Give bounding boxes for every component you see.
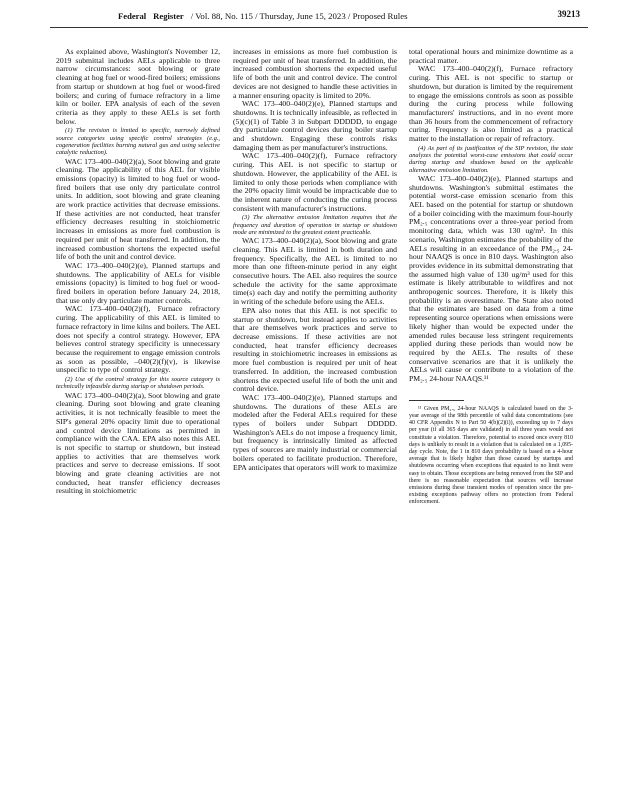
criterion-note: (4) As part of its justification of the SIP revision, the state analyzes the potential worst-case emissions that could occur during startup and shutdown based on the applicable alternative emission limitation. bbox=[409, 144, 573, 174]
issue-info: / Vol. 88, No. 115 / Thursday, June 15, 2023 / Proposed Rules bbox=[190, 11, 408, 21]
criterion-note: (2) Use of the control strategy for this source category is technically infeasible during startup or shutdown periods. bbox=[56, 376, 220, 391]
paragraph: WAC 173–400–040(2)(e), Planned startups and shutdowns. Washington's submittal estimates the potential worst-case emission scenario from this AEL based on the potential for startup or shutdown of a boiler coinciding with the maximum four-hourly PM₂.₅ concentrations over a three-year period from monitoring data, which was 130 ug/m³. In this scenario, Washington estimates the probability of the AELs resulting in an exceedance of the PM₂.₅ 24-hour NAAQS is once in 810 days. Washington also provides evidence in its submittal demonstrating that the assumed high value of 130 ug/m³ used for this estimate is likely attributable to wildfires and not anthropogenic sources. Therefore, it is likely this probability is an overestimate. The State also noted that the estimates are based on data from a time representing source operations when emissions were likely higher than would be expected under the amended rules because less stringent requirements applied during these periods than would now be required by the AELs. The results of these conservative scenarios are that it is unlikely the AELs will cause or contribute to a violation of the PM₂.₅ 24-hour NAAQS.¹¹ bbox=[409, 173, 573, 384]
journal-name: Federal bbox=[118, 11, 147, 21]
paragraph: total operational hours and minimize downtime as a practical matter. bbox=[409, 47, 573, 65]
column-1 bbox=[56, 48, 220, 496]
paragraph: WAC 173–400–040(2)(f), Furnace refractory curing. The applicability of this AEL is limited to furnace refractory in lime kilns and boilers. The AEL does not specify a control strategy. However, EPA believes control strategy specificity is unnecessary because the requirement to engage emission controls as soon as possible, –040(2)(f)(v), is likewise unspecific to type of control strategy. bbox=[56, 304, 220, 375]
criterion-note: (1) The revision is limited to specific, narrowly defined source categories using specific control strategies (e.g., cogeneration facilities burning natural gas and using selective catalytic reduction). bbox=[56, 127, 220, 157]
footnote: ¹¹ Given PM₂.₅ 24-hour NAAQS is calculated based on the 3-year average of the 98th percentile of valid data concentrations (see 40 CFR Appendix N to Part 50 4(b)(2)(i)), exceeding up to 7 days per year (if all 365 days are validated) in all three years would not constitute a violation. Therefore, potential to exceed once every 810 days is unlikely to result in a violation that is calculated on a 1,095-day cycle. Note, the 1 in 810 days probability is based on a 4-hour average that is likely higher than those caused by startups and shutdowns occurring when exceptions that equated to no limit were easy to obtain. Those exceptions are being removed from the SIP and there is no reasonable expectation that sources will increase emissions during these transient modes of operation since the pre-existing exceptions pathway offers no protection from Federal enforcement. bbox=[409, 405, 573, 506]
page-header bbox=[118, 9, 580, 23]
page-number: 39213 bbox=[557, 9, 580, 19]
paragraph: increases in emissions as more fuel combustion is required per unit of heat transferred. In addition, the increased combustion shortens the expected useful life of both the unit and control device. The control devices are not designed to handle these activities in a manner ensuring opacity is limited to 20%. bbox=[233, 47, 397, 100]
column-2 bbox=[233, 48, 397, 472]
paragraph: WAC 173–400–040(2)(f), Furnace refractory curing. This AEL is not specific to startup or shutdown. However, the applicability of the AEL is limited to only those periods when compliance with the 20% opacity limit would be impracticable due to the inherent nature of conducting the curing process consistent with manufacturer's instructions. bbox=[233, 151, 397, 213]
paragraph: WAC 173–400–040(2)(f), Furnace refractory curing. This AEL is not specific to startup or shutdown, but duration is limited by the requirement to engage the emissions controls as soon as possible during the curing process while following manufacturers' instructions, and in no event more than 36 hours from the commencement of refractory curing. Frequency is also limited as a practical matter to the installation or repair of refractory. bbox=[409, 64, 573, 144]
paragraph: WAC 173–400–040(2)(a), Soot blowing and grate cleaning. This AEL is limited in both duration and frequency. Specifically, the AEL is limited to no more than one fifteen-minute period in any eight consecutive hours. The AEL also requires the source schedule the activity for the same approximate time(s) each day and notify the permitting authority in writing of the schedule before using the AELs. bbox=[233, 236, 397, 307]
column-3 bbox=[409, 48, 573, 507]
paragraph: As explained above, Washington's November 12, 2019 submittal includes AELs applicable to three narrow circumstances: soot blowing or grate cleaning at hog fuel or wood-fired boilers; emissions from startup or shutdown at hog fuel or wood-fired boilers; and curing of furnace refractory in a lime kiln or boiler. EPA analysis of each of the seven criteria as they apply to these AELs is set forth below. bbox=[56, 47, 220, 126]
paragraph: EPA also notes that this AEL is not specific to startup or shutdown, but instead applies to activities that are themselves work practices and serve to decrease emissions. If these activities are not conducted, heat transfer efficiency decreases resulting in stoichiometric increases in emissions as more fuel combustion is required per unit of heat transferred. In addition, the increased combustion shortens the expected useful life of both the unit and control device. bbox=[233, 305, 397, 394]
paragraph: WAC 173–400–040(2)(e), Planned startups and shutdowns. It is technically infeasible, as reflected in (5)(c)(1) of Table 3 in Subpart DDDDD, to engage dry particulate control devices during boiler startup and shutdown. Engaging these controls risks damaging them as per manufacturer's instructions. bbox=[233, 99, 397, 152]
footnote-rule bbox=[409, 400, 464, 401]
paragraph: WAC 173–400–040(2)(a), Soot blowing and grate cleaning. The applicability of this AEL for visible emissions (opacity) is limited to hog fuel or wood-fired boilers that use only dry particulate control units. In addition, soot blowing and grate cleaning are work practice activities that decrease emissions. If these activities are not conducted, heat transfer efficiency decreases resulting in stoichiometric increases in emissions as more fuel combustion is required per unit of heat transferred. In addition, the increased combustion shortens the expected useful life of both the unit and control device. bbox=[56, 156, 220, 262]
paragraph: WAC 173–400–040(2)(e), Planned startups and shutdowns. The applicability of AELs for visible emissions (opacity) is limited to hog fuel or wood-fired boilers in operation before January 24, 2018, that use only dry particulate matter controls. bbox=[56, 260, 220, 305]
paragraph: WAC 173–400–040(2)(a), Soot blowing and grate cleaning. During soot blowing and grate cleaning activities, it is not technically feasible to meet the SIP's general 20% opacity limit due to operational and control device limitations as permitted in compliance with the CAA. EPA also notes this AEL is not specific to startup or shutdown, but instead applies to activities that are themselves work practices and serve to decrease emissions. If soot blowing and grate cleaning activities are not conducted, heat transfer efficiency decreases resulting in stoichiometric bbox=[56, 390, 220, 496]
paragraph: WAC 173–400–040(2)(e), Planned startups and shutdowns. The durations of these AELs are modeled after the Federal AELs required for these types of boilers under Subpart DDDDD. Washington's AELs do not impose a frequency limit, but frequency is intrinsically limited as affected types of sources are mainly industrial or commercial boilers operated to facilitate production. Therefore, EPA anticipates that operators will work to maximize bbox=[233, 392, 397, 472]
header-rule bbox=[50, 27, 588, 28]
criterion-note: (3) The alternative emission limitation requires that the frequency and duration of operation in startup or shutdown mode are minimized to the greatest extent practicable. bbox=[233, 214, 397, 236]
journal-register: Register bbox=[153, 11, 184, 21]
